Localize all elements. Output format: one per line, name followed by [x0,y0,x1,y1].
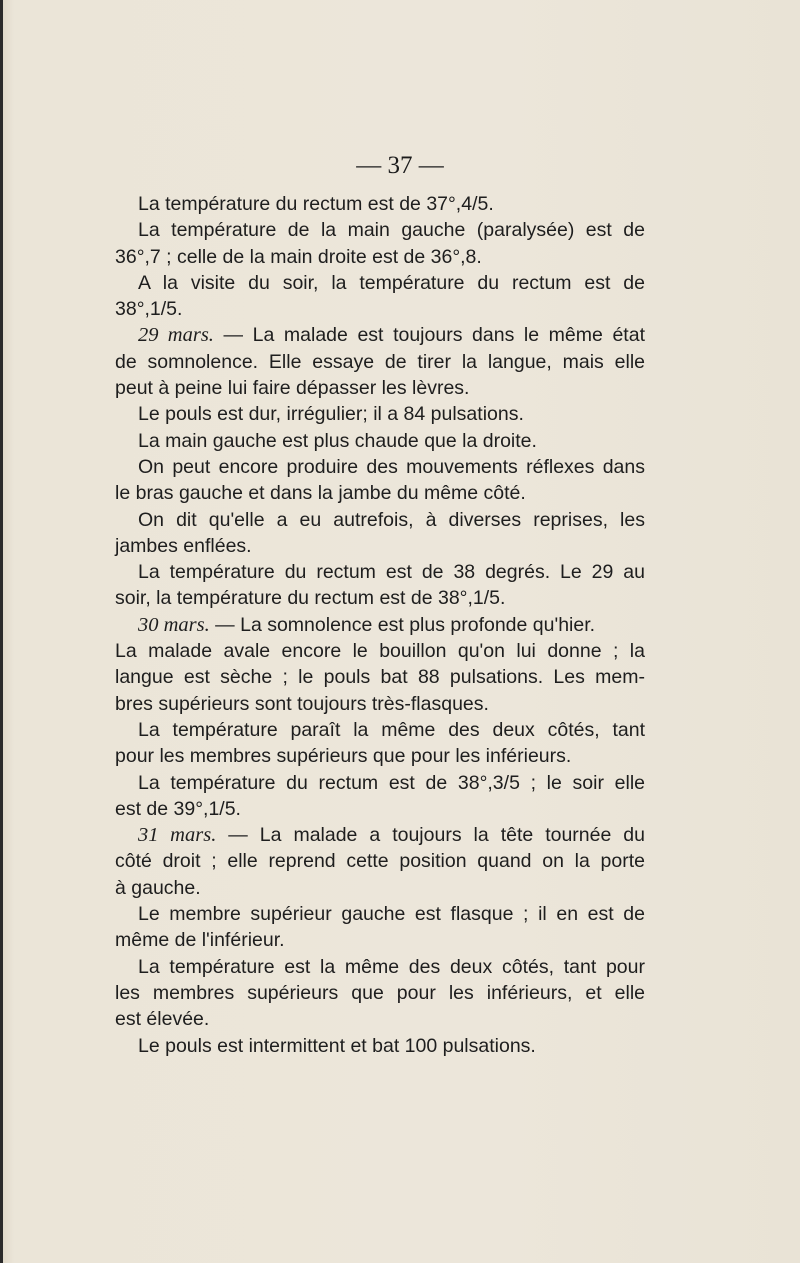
text-line [115,375,645,401]
line-text: Le pouls est intermittent et bat 100 pulsations. [138,1034,536,1057]
entry-date: 29 mars. [138,324,214,347]
body-text [115,191,645,1059]
line-text: est de 39°,1/5. [115,797,241,820]
line-text: de somnolence. Elle essaye de tirer la langue, mais elle [115,350,645,373]
line-text: langue est sèche ; le pouls bat 88 pulsations. Les mem- [115,666,645,689]
text-line [115,480,645,506]
line-text: A la visite du soir, la température du rectum est de [138,271,645,294]
page-number: — 37 — [356,152,444,179]
entry-date: 31 mars. [138,824,217,847]
text-line [115,296,645,322]
line-text: pour les membres supérieurs que pour les inférieurs. [115,745,572,768]
line-text: La malade avale encore le bouillon qu'on lui donne ; la [115,640,645,663]
line-text: La main gauche est plus chaude que la droite. [138,429,537,452]
line-text: bres supérieurs sont toujours très-flasques. [115,692,489,715]
line-text: 38°,1/5. [115,298,183,321]
text-line [115,270,645,296]
text-line [115,743,645,769]
text-line [115,954,645,980]
text-line [115,1033,645,1059]
text-line [115,927,645,953]
line-text: Le membre supérieur gauche est flasque ; il en est de [138,903,645,926]
line-text: jambes enflées. [115,534,252,557]
line-text: La température paraît la même des deux côtés, tant [138,718,645,741]
line-text: même de l'inférieur. [115,929,285,952]
text-line [115,322,645,348]
text-line [115,428,645,454]
line-text: 36°,7 ; celle de la main droite est de 36°,8. [115,245,482,268]
line-text: est élevée. [115,1008,210,1031]
text-line [115,875,645,901]
line-text: côté droit ; elle reprend cette position quand on la porte [115,850,645,873]
line-text: peut à peine lui faire dépasser les lèvres. [115,377,470,400]
line-text: — La malade est toujours dans le même état [213,324,645,347]
line-text: soir, la température du rectum est de 38°,1/5. [115,587,506,610]
line-text: à gauche. [115,876,201,899]
line-text: le bras gauche et dans la jambe du même côté. [115,482,526,505]
text-line [115,612,645,638]
text-line [115,717,645,743]
text-line [115,217,645,243]
line-text: La température du rectum est de 38 degrés. Le 29 au [138,561,645,584]
text-line [115,585,645,611]
text-line [115,244,645,270]
text-line [115,507,645,533]
entry-date: 30 mars. [138,613,210,636]
text-line [115,533,645,559]
line-text: — La somnolence est plus profonde qu'hier. [209,613,596,636]
page-edge [0,0,3,1263]
text-line [115,691,645,717]
line-text: La température du rectum est de 38°,3/5 ; le soir elle [138,771,645,794]
line-text: — La malade a toujours la tête tournée du [216,824,646,847]
line-text: La température est la même des deux côtés, tant pour [138,955,645,978]
text-line [115,770,645,796]
text-line [115,191,645,217]
text-line [115,349,645,375]
line-text: On peut encore produire des mouvements réflexes dans [138,455,645,478]
text-line [115,638,645,664]
text-line [115,664,645,690]
text-line [115,401,645,427]
text-line [115,1006,645,1032]
line-text: La température de la main gauche (paralysée) est de [138,219,645,242]
text-line [115,796,645,822]
line-text: La température du rectum est de 37°,4/5. [138,193,494,215]
text-line [115,901,645,927]
text-line [115,559,645,585]
text-line [115,822,645,848]
line-text: Le pouls est dur, irrégulier; il a 84 pulsations. [138,403,524,426]
line-text: les membres supérieurs que pour les inférieurs, et elle [115,981,645,1004]
line-text: On dit qu'elle a eu autrefois, à diverses reprises, les [138,508,645,531]
text-line [115,980,645,1006]
text-line [115,454,645,480]
text-line [115,848,645,874]
